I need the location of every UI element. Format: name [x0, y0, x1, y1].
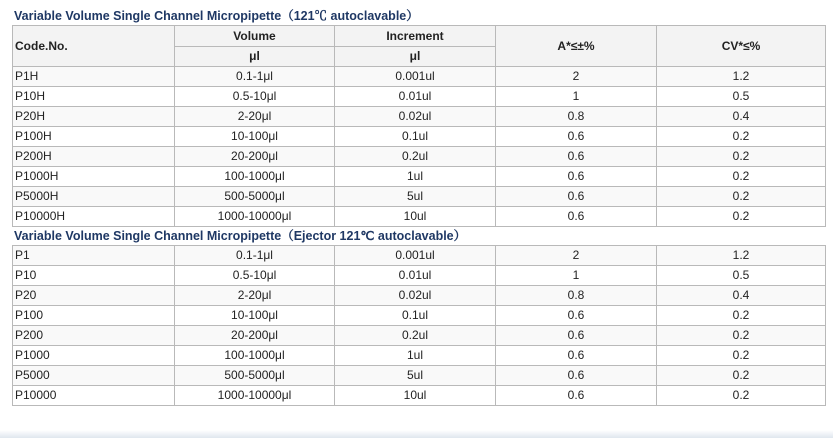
code-cell: P100H	[13, 127, 175, 147]
increment-cell: 0.1ul	[335, 127, 496, 147]
increment-cell: 5ul	[335, 187, 496, 207]
volume-cell: 1000-10000μl	[175, 386, 335, 406]
increment-cell: 5ul	[335, 366, 496, 386]
increment-cell: 0.2ul	[335, 326, 496, 346]
increment-cell: 1ul	[335, 167, 496, 187]
increment-cell: 0.001ul	[335, 67, 496, 87]
code-cell: P100	[13, 306, 175, 326]
code-cell: P200H	[13, 147, 175, 167]
accuracy-cell: 2	[496, 67, 657, 87]
header-cv: CV*≤%	[657, 26, 826, 67]
table-row	[13, 346, 826, 366]
section-title-ejector: Variable Volume Single Channel Micropipette（Ejector 121℃ autoclavable）	[14, 229, 467, 243]
accuracy-cell: 0.6	[496, 147, 657, 167]
accuracy-cell: 0.6	[496, 306, 657, 326]
cv-cell: 0.2	[657, 346, 826, 366]
header-accuracy: A*≤±%	[496, 26, 657, 67]
increment-cell: 1ul	[335, 346, 496, 366]
table-row	[13, 286, 826, 306]
accuracy-cell: 1	[496, 87, 657, 107]
volume-cell: 0.1-1μl	[175, 67, 335, 87]
cv-cell: 0.2	[657, 326, 826, 346]
table-row	[13, 127, 826, 147]
cv-cell: 0.4	[657, 107, 826, 127]
cv-cell: 0.2	[657, 366, 826, 386]
increment-cell: 0.2ul	[335, 147, 496, 167]
table-row	[13, 366, 826, 386]
increment-cell: 0.01ul	[335, 87, 496, 107]
volume-cell: 500-5000μl	[175, 187, 335, 207]
volume-cell: 100-1000μl	[175, 346, 335, 366]
volume-cell: 500-5000μl	[175, 366, 335, 386]
code-cell: P1000H	[13, 167, 175, 187]
code-cell: P200	[13, 326, 175, 346]
table-row	[13, 147, 826, 167]
code-cell: P10H	[13, 87, 175, 107]
volume-cell: 1000-10000μl	[175, 207, 335, 227]
code-cell: P20H	[13, 107, 175, 127]
code-cell: P1H	[13, 67, 175, 87]
volume-cell: 20-200μl	[175, 326, 335, 346]
code-cell: P20	[13, 286, 175, 306]
code-cell: P10000H	[13, 207, 175, 227]
table-row	[13, 266, 826, 286]
volume-cell: 100-1000μl	[175, 167, 335, 187]
volume-cell: 2-20μl	[175, 286, 335, 306]
increment-cell: 0.1ul	[335, 306, 496, 326]
code-cell: P1000	[13, 346, 175, 366]
code-cell: P1	[13, 246, 175, 266]
cv-cell: 1.2	[657, 67, 826, 87]
table-row	[13, 87, 826, 107]
accuracy-cell: 0.6	[496, 366, 657, 386]
header-volume-unit: μl	[175, 47, 335, 67]
cv-cell: 0.2	[657, 127, 826, 147]
spec-sheet	[12, 0, 825, 406]
volume-cell: 0.5-10μl	[175, 266, 335, 286]
table-row	[13, 326, 826, 346]
table-row	[13, 187, 826, 207]
increment-cell: 0.02ul	[335, 107, 496, 127]
header-code: Code.No.	[13, 26, 175, 67]
accuracy-cell: 0.6	[496, 346, 657, 366]
increment-cell: 10ul	[335, 386, 496, 406]
header-volume: Volume	[175, 26, 335, 47]
accuracy-cell: 0.8	[496, 107, 657, 127]
code-cell: P10	[13, 266, 175, 286]
accuracy-cell: 1	[496, 266, 657, 286]
accuracy-cell: 0.6	[496, 386, 657, 406]
cv-cell: 1.2	[657, 246, 826, 266]
table-body-standard	[13, 67, 826, 227]
cv-cell: 0.5	[657, 87, 826, 107]
cv-cell: 0.2	[657, 147, 826, 167]
accuracy-cell: 0.6	[496, 187, 657, 207]
accuracy-cell: 0.8	[496, 286, 657, 306]
table-row	[13, 167, 826, 187]
accuracy-cell: 2	[496, 246, 657, 266]
volume-cell: 2-20μl	[175, 107, 335, 127]
bottom-fade	[0, 430, 833, 438]
volume-cell: 0.1-1μl	[175, 246, 335, 266]
header-increment-unit: μl	[335, 47, 496, 67]
volume-cell: 20-200μl	[175, 147, 335, 167]
accuracy-cell: 0.6	[496, 207, 657, 227]
table-row	[13, 207, 826, 227]
cv-cell: 0.2	[657, 306, 826, 326]
code-cell: P5000	[13, 366, 175, 386]
cv-cell: 0.2	[657, 386, 826, 406]
header-increment: Increment	[335, 26, 496, 47]
volume-cell: 10-100μl	[175, 127, 335, 147]
code-cell: P5000H	[13, 187, 175, 207]
cv-cell: 0.2	[657, 207, 826, 227]
accuracy-cell: 0.6	[496, 127, 657, 147]
table-row	[13, 386, 826, 406]
cv-cell: 0.5	[657, 266, 826, 286]
accuracy-cell: 0.6	[496, 167, 657, 187]
code-cell: P10000	[13, 386, 175, 406]
cv-cell: 0.2	[657, 187, 826, 207]
cv-cell: 0.2	[657, 167, 826, 187]
increment-cell: 10ul	[335, 207, 496, 227]
table-row	[13, 107, 826, 127]
increment-cell: 0.02ul	[335, 286, 496, 306]
section-title-standard: Variable Volume Single Channel Micropipette（121℃ autoclavable）	[14, 9, 419, 23]
accuracy-cell: 0.6	[496, 326, 657, 346]
volume-cell: 10-100μl	[175, 306, 335, 326]
volume-cell: 0.5-10μl	[175, 87, 335, 107]
spec-table-standard	[12, 25, 826, 227]
table-row	[13, 306, 826, 326]
increment-cell: 0.01ul	[335, 266, 496, 286]
spec-table-ejector	[12, 245, 826, 406]
table-row	[13, 246, 826, 266]
table-row	[13, 67, 826, 87]
increment-cell: 0.001ul	[335, 246, 496, 266]
table-body-ejector	[13, 246, 826, 406]
cv-cell: 0.4	[657, 286, 826, 306]
